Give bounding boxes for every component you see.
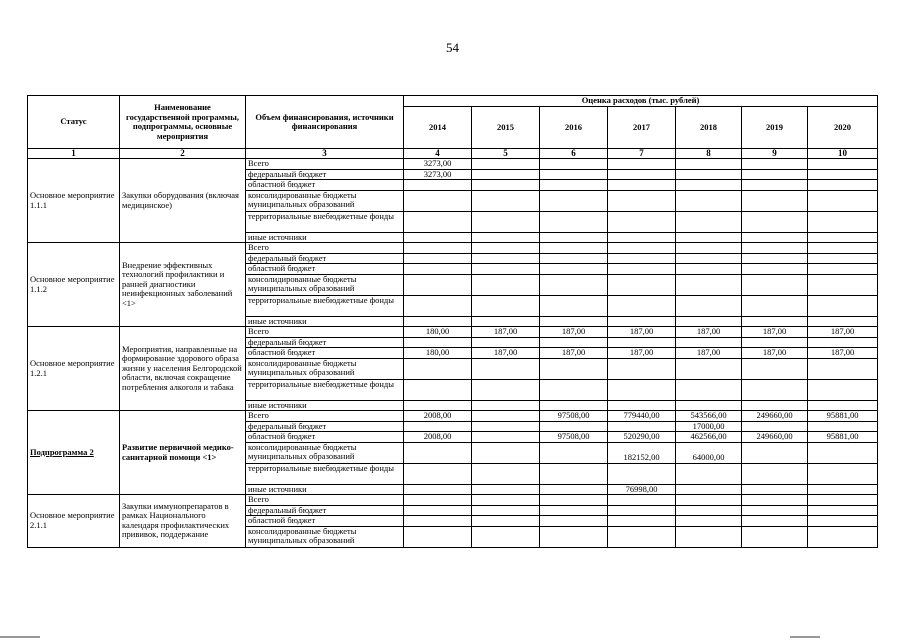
program-name-cell: Развитие первичной медико-санитарной помощи <1> <box>120 411 246 495</box>
value-cell <box>808 159 878 170</box>
value-cell <box>472 180 540 191</box>
scan-edge-mark <box>0 636 40 638</box>
value-cell <box>808 274 878 295</box>
header-year: 2018 <box>676 107 742 149</box>
program-name-cell: Внедрение эффективных технологий профилактики и ранней диагностики неинфекционных заболеваний <1> <box>120 243 246 327</box>
value-cell: 187,00 <box>540 327 608 338</box>
value-cell <box>540 463 608 484</box>
value-cell <box>608 232 676 243</box>
value-cell <box>742 274 808 295</box>
source-cell: консолидированные бюджеты муниципальных образований <box>246 274 404 295</box>
value-cell <box>472 495 540 506</box>
value-cell <box>742 159 808 170</box>
value-cell <box>540 358 608 379</box>
program-name-cell: Закупки иммунопрепаратов в рамках Национального календаря профилактических прививок, поддержание <box>120 495 246 548</box>
value-cell <box>540 190 608 211</box>
value-cell <box>540 484 608 495</box>
value-cell <box>404 295 472 316</box>
value-cell <box>608 516 676 527</box>
source-cell: федеральный бюджет <box>246 505 404 516</box>
value-cell <box>676 264 742 275</box>
value-cell <box>676 316 742 327</box>
value-cell <box>540 526 608 547</box>
value-cell <box>540 232 608 243</box>
program-name-cell: Мероприятия, направленные на формирование здорового образа жизни у населения Белгородской области, включая сокращение потребления алкоголя и табака <box>120 327 246 411</box>
value-cell <box>608 400 676 411</box>
value-cell <box>404 400 472 411</box>
value-cell <box>472 516 540 527</box>
value-cell: 2008,00 <box>404 411 472 422</box>
value-cell <box>472 421 540 432</box>
value-cell <box>676 526 742 547</box>
value-cell <box>676 211 742 232</box>
value-cell <box>676 180 742 191</box>
value-cell <box>742 463 808 484</box>
col-number: 5 <box>472 149 540 159</box>
source-cell: областной бюджет <box>246 432 404 443</box>
value-cell <box>472 379 540 400</box>
col-number: 10 <box>808 149 878 159</box>
value-cell <box>808 400 878 411</box>
value-cell <box>676 232 742 243</box>
value-cell <box>472 400 540 411</box>
value-cell <box>742 211 808 232</box>
header-year: 2014 <box>404 107 472 149</box>
col-number: 9 <box>742 149 808 159</box>
value-cell <box>472 211 540 232</box>
value-cell <box>808 316 878 327</box>
source-cell: территориальные внебюджетные фонды <box>246 463 404 484</box>
value-cell: 520290,00 <box>608 432 676 443</box>
status-cell: Основное мероприятие 2.1.1 <box>28 495 120 548</box>
value-cell <box>472 316 540 327</box>
value-cell <box>808 295 878 316</box>
table-row <box>28 243 878 254</box>
source-cell: областной бюджет <box>246 180 404 191</box>
header-year: 2017 <box>608 107 676 149</box>
value-cell <box>742 400 808 411</box>
value-cell <box>676 169 742 180</box>
value-cell <box>676 463 742 484</box>
source-cell: Всего <box>246 495 404 506</box>
source-cell: федеральный бюджет <box>246 421 404 432</box>
value-cell <box>742 516 808 527</box>
value-cell: 249660,00 <box>742 432 808 443</box>
program-name-cell: Закупки оборудования (включая медицинское) <box>120 159 246 243</box>
source-cell: федеральный бюджет <box>246 169 404 180</box>
value-cell <box>404 516 472 527</box>
status-cell: Основное мероприятие 1.1.2 <box>28 243 120 327</box>
value-cell <box>608 358 676 379</box>
value-cell <box>404 211 472 232</box>
value-cell <box>472 295 540 316</box>
value-cell <box>608 526 676 547</box>
value-cell <box>472 463 540 484</box>
status-cell: Основное мероприятие 1.2.1 <box>28 327 120 411</box>
value-cell <box>808 232 878 243</box>
value-cell <box>742 442 808 463</box>
value-cell <box>676 253 742 264</box>
table-row <box>28 159 878 170</box>
value-cell <box>608 421 676 432</box>
value-cell <box>472 411 540 422</box>
source-cell: областной бюджет <box>246 264 404 275</box>
header-status: Статус <box>28 96 120 149</box>
value-cell <box>472 526 540 547</box>
header-volume: Объем финансирования, источники финансирования <box>246 96 404 149</box>
value-cell <box>676 358 742 379</box>
value-cell: 97508,00 <box>540 411 608 422</box>
source-cell: территориальные внебюджетные фонды <box>246 211 404 232</box>
value-cell <box>472 337 540 348</box>
col-number: 2 <box>120 149 246 159</box>
value-cell <box>540 421 608 432</box>
value-cell: 180,00 <box>404 348 472 359</box>
value-cell <box>472 243 540 254</box>
value-cell <box>676 516 742 527</box>
value-cell <box>608 211 676 232</box>
value-cell <box>472 169 540 180</box>
value-cell <box>404 526 472 547</box>
value-cell <box>404 421 472 432</box>
value-cell <box>472 358 540 379</box>
value-cell <box>742 495 808 506</box>
value-cell: 779440,00 <box>608 411 676 422</box>
value-cell <box>676 379 742 400</box>
source-cell: областной бюджет <box>246 348 404 359</box>
source-cell: Всего <box>246 243 404 254</box>
value-cell <box>742 316 808 327</box>
value-cell <box>808 180 878 191</box>
value-cell: 64000,00 <box>676 442 742 463</box>
source-cell: консолидированные бюджеты муниципальных образований <box>246 190 404 211</box>
value-cell <box>808 243 878 254</box>
value-cell <box>540 180 608 191</box>
value-cell <box>540 495 608 506</box>
value-cell <box>608 180 676 191</box>
source-cell: областной бюджет <box>246 516 404 527</box>
value-cell <box>404 274 472 295</box>
value-cell <box>608 295 676 316</box>
value-cell <box>608 169 676 180</box>
status-cell: Подпрограмма 2 <box>28 411 120 495</box>
value-cell <box>472 442 540 463</box>
source-cell: Всего <box>246 327 404 338</box>
value-cell <box>808 169 878 180</box>
value-cell <box>540 379 608 400</box>
value-cell: 17000,00 <box>676 421 742 432</box>
value-cell <box>472 432 540 443</box>
value-cell <box>404 358 472 379</box>
value-cell: 543566,00 <box>676 411 742 422</box>
source-cell: иные источники <box>246 400 404 411</box>
value-cell <box>472 190 540 211</box>
value-cell: 95881,00 <box>808 411 878 422</box>
value-cell <box>808 421 878 432</box>
value-cell <box>676 159 742 170</box>
value-cell <box>540 516 608 527</box>
value-cell <box>540 316 608 327</box>
value-cell <box>472 253 540 264</box>
value-cell <box>808 211 878 232</box>
value-cell <box>472 274 540 295</box>
value-cell: 187,00 <box>608 348 676 359</box>
value-cell <box>808 516 878 527</box>
value-cell <box>808 526 878 547</box>
value-cell <box>404 495 472 506</box>
value-cell <box>404 484 472 495</box>
value-cell <box>676 274 742 295</box>
value-cell <box>742 169 808 180</box>
value-cell: 187,00 <box>472 327 540 338</box>
value-cell <box>808 337 878 348</box>
value-cell: 182152,00 <box>608 442 676 463</box>
source-cell: консолидированные бюджеты муниципальных образований <box>246 358 404 379</box>
value-cell <box>404 180 472 191</box>
value-cell <box>742 180 808 191</box>
value-cell <box>540 295 608 316</box>
value-cell <box>808 505 878 516</box>
value-cell <box>676 484 742 495</box>
value-cell: 187,00 <box>742 327 808 338</box>
col-number: 7 <box>608 149 676 159</box>
value-cell <box>608 337 676 348</box>
header-year: 2020 <box>808 107 878 149</box>
value-cell: 187,00 <box>472 348 540 359</box>
source-cell: консолидированные бюджеты муниципальных образований <box>246 526 404 547</box>
value-cell <box>540 159 608 170</box>
value-cell: 187,00 <box>808 348 878 359</box>
value-cell <box>742 295 808 316</box>
source-cell: федеральный бюджет <box>246 253 404 264</box>
value-cell <box>404 442 472 463</box>
value-cell: 97508,00 <box>540 432 608 443</box>
value-cell <box>676 337 742 348</box>
status-cell: Основное мероприятие 1.1.1 <box>28 159 120 243</box>
value-cell <box>608 379 676 400</box>
value-cell <box>608 463 676 484</box>
value-cell <box>540 337 608 348</box>
value-cell <box>608 505 676 516</box>
value-cell <box>540 169 608 180</box>
value-cell <box>808 358 878 379</box>
value-cell <box>404 505 472 516</box>
source-cell: территориальные внебюджетные фонды <box>246 295 404 316</box>
value-cell <box>540 274 608 295</box>
col-number: 3 <box>246 149 404 159</box>
value-cell: 76998,00 <box>608 484 676 495</box>
value-cell <box>742 484 808 495</box>
value-cell <box>472 484 540 495</box>
source-cell: иные источники <box>246 484 404 495</box>
value-cell <box>540 243 608 254</box>
value-cell <box>742 264 808 275</box>
value-cell <box>742 190 808 211</box>
value-cell <box>608 264 676 275</box>
value-cell <box>404 337 472 348</box>
value-cell <box>676 243 742 254</box>
source-cell: Всего <box>246 411 404 422</box>
source-cell: территориальные внебюджетные фонды <box>246 379 404 400</box>
value-cell: 187,00 <box>742 348 808 359</box>
value-cell <box>808 442 878 463</box>
table-row <box>28 495 878 506</box>
value-cell <box>404 190 472 211</box>
value-cell: 95881,00 <box>808 432 878 443</box>
value-cell: 180,00 <box>404 327 472 338</box>
page-number: 54 <box>446 40 459 55</box>
header-name: Наименование государственной программы, подпрограммы, основные мероприятия <box>120 96 246 149</box>
value-cell <box>676 400 742 411</box>
value-cell <box>608 159 676 170</box>
value-cell: 3273,00 <box>404 159 472 170</box>
value-cell <box>540 505 608 516</box>
source-cell: консолидированные бюджеты муниципальных образований <box>246 442 404 463</box>
value-cell: 187,00 <box>540 348 608 359</box>
value-cell <box>808 463 878 484</box>
value-cell <box>742 232 808 243</box>
col-number: 6 <box>540 149 608 159</box>
header-year: 2016 <box>540 107 608 149</box>
value-cell <box>404 253 472 264</box>
value-cell <box>608 274 676 295</box>
value-cell <box>608 253 676 264</box>
value-cell: 187,00 <box>808 327 878 338</box>
col-number: 1 <box>28 149 120 159</box>
value-cell <box>472 264 540 275</box>
value-cell <box>540 400 608 411</box>
value-cell <box>404 264 472 275</box>
value-cell <box>742 379 808 400</box>
col-number: 4 <box>404 149 472 159</box>
value-cell <box>742 505 808 516</box>
value-cell: 249660,00 <box>742 411 808 422</box>
header-year: 2019 <box>742 107 808 149</box>
value-cell <box>540 442 608 463</box>
value-cell <box>808 190 878 211</box>
value-cell <box>540 264 608 275</box>
value-cell: 2008,00 <box>404 432 472 443</box>
value-cell <box>472 159 540 170</box>
scan-edge-mark <box>790 636 820 638</box>
value-cell <box>404 232 472 243</box>
value-cell: 187,00 <box>676 348 742 359</box>
value-cell <box>608 316 676 327</box>
source-cell: иные источники <box>246 232 404 243</box>
value-cell <box>676 495 742 506</box>
value-cell <box>808 379 878 400</box>
value-cell <box>808 495 878 506</box>
value-cell <box>404 316 472 327</box>
value-cell: 462566,00 <box>676 432 742 443</box>
value-cell <box>808 264 878 275</box>
source-cell: Всего <box>246 159 404 170</box>
value-cell: 187,00 <box>608 327 676 338</box>
value-cell <box>608 243 676 254</box>
value-cell <box>742 337 808 348</box>
col-number: 8 <box>676 149 742 159</box>
header-estimate: Оценка расходов (тыс. рублей) <box>404 96 878 107</box>
table-row <box>28 327 878 338</box>
source-cell: иные источники <box>246 316 404 327</box>
value-cell <box>472 505 540 516</box>
value-cell <box>808 484 878 495</box>
value-cell <box>608 190 676 211</box>
value-cell <box>808 253 878 264</box>
source-cell: федеральный бюджет <box>246 337 404 348</box>
value-cell <box>540 253 608 264</box>
value-cell <box>540 211 608 232</box>
financing-table <box>27 95 878 548</box>
value-cell <box>404 379 472 400</box>
value-cell <box>676 505 742 516</box>
table-row <box>28 411 878 422</box>
value-cell <box>742 253 808 264</box>
value-cell <box>742 526 808 547</box>
value-cell <box>676 295 742 316</box>
value-cell: 187,00 <box>676 327 742 338</box>
value-cell: 3273,00 <box>404 169 472 180</box>
value-cell <box>742 358 808 379</box>
value-cell <box>608 495 676 506</box>
value-cell <box>472 232 540 243</box>
value-cell <box>742 421 808 432</box>
value-cell <box>676 190 742 211</box>
value-cell <box>404 243 472 254</box>
value-cell <box>742 243 808 254</box>
header-year: 2015 <box>472 107 540 149</box>
value-cell <box>404 463 472 484</box>
